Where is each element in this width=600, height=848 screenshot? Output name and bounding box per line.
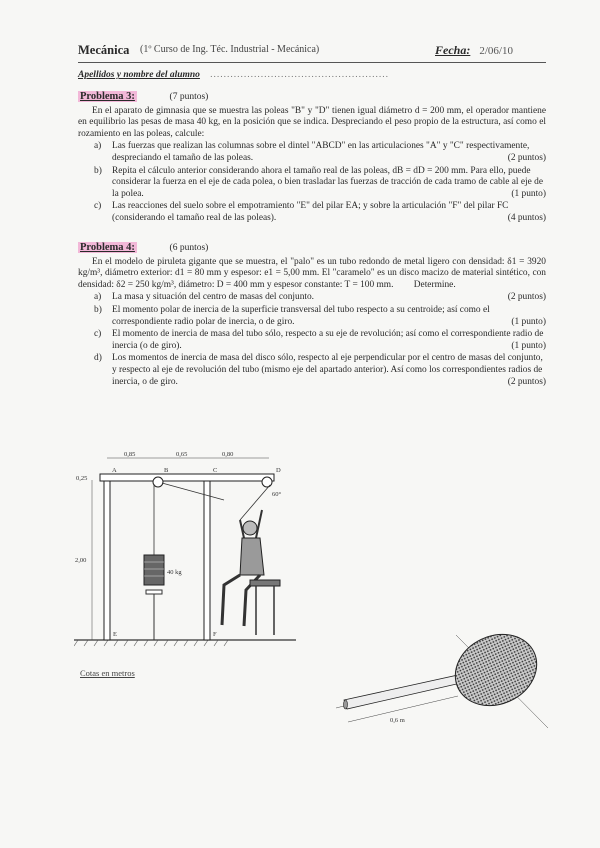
dim-label-5: 2,00 [75, 557, 87, 564]
item-label: c) [94, 201, 102, 212]
item-label: a) [94, 292, 102, 303]
length-label: 0,6 m [390, 717, 405, 724]
item-label: b) [94, 165, 102, 176]
figure-caption: Cotas en metros [80, 668, 135, 678]
item-points: (2 puntos) [507, 152, 546, 163]
problem-3-intro: En el aparato de gimnasia que se muestra las poleas "B" y "D" tienen igual diámetro d = 200 mm, el operador mantiene en equilibrio las pesas de masa 40 kg, en la posición que se indica. Despreciando el peso propio de la estructura, así como el rozamiento en las poleas, calcule: [78, 105, 546, 139]
problem-4-points: (6 puntos) [169, 243, 209, 253]
problem-4-intro-text: En el modelo de piruleta gigante que se muestra, el "palo" es un tubo redondo de metal ligero con densidad: δ1 = 3920 kg/m³, diámetro exterior: d1 = 80 mm y espesor: e1 = 5,00 mm. El "caramelo" es un disco macizo de material sintético, con densidad: δ2 = 250 kg/m³, diámetro: D = 400 mm y espesor constante: T = 100 mm. [78, 256, 546, 290]
problem-3-title: Problema 3: [80, 91, 135, 102]
item-text: Los momentos de inercia de masa del disco sólo, respecto al eje perpendicular por el centro de masas del conjunto, y respecto al eje de revolución del tubo (mismo eje del apartado anterior). Así como los correspondientes radios de inercia, o de giro. [112, 353, 543, 387]
problem-3-heading [78, 91, 546, 104]
date-value: 2/06/10 [479, 45, 513, 57]
operator-head [243, 521, 257, 535]
seat [250, 580, 280, 586]
item-points: (1 punto) [511, 340, 546, 351]
problem-3-item-b [78, 166, 546, 201]
item-text: El momento polar de inercia de la superficie transversal del tubo respecto a su centroide; así como el correspondiente radio polar de inercia, o de giro. [112, 304, 490, 327]
subject-title: Mecánica [78, 43, 130, 57]
column-fc [204, 480, 210, 640]
mass-label: 40 kg [167, 569, 182, 576]
item-points: (4 puntos) [507, 212, 546, 223]
item-points: (2 puntos) [507, 376, 546, 387]
problem-4-heading [78, 242, 546, 255]
weight-base [146, 590, 162, 594]
problem-4-item-d [78, 353, 546, 388]
item-text: El momento de inercia de masa del tubo sólo, respecto a su eje de revolución; así como el correspondiente radio de inercia (o de giro). [112, 329, 544, 351]
student-name-blank: ..................................................... [210, 70, 390, 80]
cable-handle [240, 485, 270, 520]
dim-label-3: 0,80 [222, 451, 234, 458]
gym-apparatus-drawing [74, 450, 304, 650]
problem-4-item-b [78, 305, 546, 328]
weight-stack [144, 555, 164, 585]
angle-label: 60° [272, 491, 282, 498]
candy-disc [444, 630, 549, 719]
item-points: (1 punto) [511, 316, 546, 327]
item-text: Repita el cálculo anterior considerando ahora el tamaño real de las poleas, dB = dD = 200 mm. Para ello, puede considerar la fuerza en el eje de cada polea, o bien trasladar las fuerzas de tracción de cada tramo de cable al eje de la polea. [112, 165, 544, 199]
dim-label-2: 0,65 [176, 451, 188, 458]
date-field [435, 43, 513, 58]
point-c-label: C [213, 467, 218, 474]
pulley-b [153, 477, 163, 487]
item-label: c) [94, 329, 102, 340]
date-label: Fecha: [435, 43, 471, 57]
beam-abcd [100, 474, 274, 481]
point-e-label: E [113, 631, 117, 638]
problem-4-item-c [78, 329, 546, 352]
lollipop-drawing [336, 630, 556, 740]
problem-4-determine: Determine. [413, 279, 456, 290]
column-ea [104, 480, 110, 640]
item-text: Las reacciones del suelo sobre el empotramiento "E" del pilar EA; y sobre la articulación "F" del pilar FC (considerando el tamaño real de las poleas). [112, 201, 509, 223]
point-f-label: F [213, 631, 217, 638]
lollipop-figure [336, 630, 556, 740]
cable-top [162, 483, 224, 500]
header-divider [78, 62, 546, 63]
point-b-label: B [164, 467, 169, 474]
student-name-label: Apellidos y nombre del alumno [78, 70, 200, 80]
dim-label-1: 0,85 [124, 451, 136, 458]
course-label: (1º Curso de Ing. Téc. Industrial - Mecánica) [140, 44, 320, 55]
item-points: (2 puntos) [507, 292, 546, 303]
item-label: d) [94, 353, 102, 364]
tube [344, 675, 461, 709]
tube-end [344, 700, 348, 709]
problem-4-intro [78, 257, 546, 292]
problem-4-item-a [78, 292, 546, 304]
problem-3-points: (7 puntos) [169, 92, 209, 102]
item-text: Las fuerzas que realizan las columnas sobre el dintel "ABCD" en las articulaciones "A" y "C" respectivamente, despreciando el tamaño de las poleas. [112, 141, 530, 163]
dim-label-4: 0,25 [76, 475, 88, 482]
student-name-line [78, 70, 389, 80]
operator-torso [240, 538, 264, 575]
item-points: (1 punto) [511, 188, 546, 199]
point-a-label: A [112, 467, 117, 474]
point-d-label: D [276, 467, 281, 474]
problem-3-item-a [78, 141, 546, 164]
gym-apparatus-figure [74, 450, 304, 650]
item-label: b) [94, 304, 102, 315]
problem-3-item-c [78, 201, 546, 224]
exam-header [78, 43, 548, 61]
problem-4 [78, 242, 546, 388]
pulley-d [262, 477, 272, 487]
problem-4-title: Problema 4: [80, 242, 135, 253]
problem-3 [78, 91, 546, 225]
item-label: a) [94, 141, 102, 152]
ground-hatch [74, 640, 228, 646]
item-text: La masa y situación del centro de masas del conjunto. [112, 292, 315, 303]
